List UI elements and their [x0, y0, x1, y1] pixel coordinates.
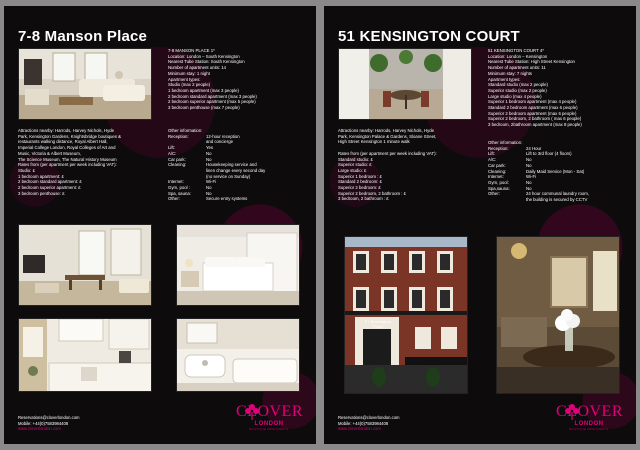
desc-line: Superior studio: £ [338, 162, 372, 168]
info-line: Superior 2 bedroom, 2 bathroom ( max 6 people) [488, 116, 582, 122]
info-line: 3 bedroom penthouse (max 7 people) [168, 105, 240, 111]
desc-line: 3 bedroom, 2 bathroom : £ [338, 196, 389, 202]
other-row: Car park: No [488, 162, 532, 168]
desc-line: Rates from (per apartment per week including VAT): [18, 162, 117, 168]
other-information [488, 140, 589, 203]
desc-line: Standard 2 bedroom: £ [338, 179, 382, 185]
info-line: Studio (max 2 people) [168, 82, 211, 88]
property-info [488, 48, 582, 128]
info-line: Nearest Tube Station: South Kensington [168, 59, 245, 65]
desc-line: Superior 2 bedroom, 2 bathroom : £ [338, 190, 407, 196]
desc-line: Music, Victoria & Albert Museum, [18, 150, 81, 156]
info-line: Minimum stay: 7 nights [488, 70, 532, 76]
property-title: 51 KENSINGTON COURT [338, 28, 520, 45]
other-row: Gym, pool : No [168, 185, 212, 191]
kitchen-photo [18, 318, 152, 392]
desc-line: Park, Kensington Palace & Gardens, Sloane Street, [338, 133, 437, 139]
info-line: Nearest Tube Station: High Street Kensington [488, 59, 575, 65]
other-info-title: Other information: [168, 128, 203, 133]
desc-line: 1 bedroom apartment: £ [18, 173, 64, 179]
contact-footer [338, 415, 400, 432]
building-exterior-photo [344, 236, 468, 394]
phone-text: Mobile: +44(0)7583984408 [18, 420, 69, 426]
other-row: Spa,sauna: No [488, 185, 532, 191]
info-line: Superior studio (max 2 people) [488, 87, 547, 93]
attractions-and-rates [18, 128, 121, 196]
logo-city: LONDON [574, 421, 604, 427]
desc-line: Large studio: £ [338, 167, 367, 173]
website-link[interactable]: www.cloverlondon.com [18, 426, 61, 432]
info-line: Standard studio (max 2 people) [488, 82, 548, 88]
info-line: Apartment types: [488, 76, 521, 82]
info-line: Standard 2 bedroom apartment (max 6 people) [488, 105, 578, 111]
other-row: Reception: 12-hour reception and concierge [168, 133, 240, 145]
dining-area-photo [496, 236, 620, 394]
info-line: Large studio (max 4 people) [488, 93, 542, 99]
info-line: Superior 2 bedroom apartment (max 6 people) [488, 110, 577, 116]
other-row: Cleaning: Daily Maid Service (Mon - Sat) [488, 168, 585, 174]
logo-brand: CLOVER [556, 403, 623, 420]
bathroom-photo [176, 318, 300, 392]
desc-line: restaurants walking distance, Royal Albert Hall, [18, 139, 108, 145]
clover-logo [556, 400, 622, 434]
contact-footer [18, 415, 80, 432]
info-line: Minimum stay: 1 night [168, 70, 210, 76]
logo-tagline: BOUTIQUE APARTMENTS [249, 428, 289, 431]
other-row: Cleaning: Housekeeping service and linen change every second day (no service on Sunday) [168, 162, 266, 179]
phone-text: Mobile: +44(0)7583984408 [338, 420, 389, 426]
desc-line: 2 bedroom standard apartment: £ [18, 179, 82, 185]
desc-line: The Science Museum, The Natural History Museum [18, 156, 117, 162]
other-row: Spa, sauna: No [168, 190, 212, 196]
email-text: Reservations@cloverlondon.com [18, 415, 80, 421]
other-info-title: Other information: [488, 140, 523, 145]
desc-line: Standard studio: £ [338, 156, 373, 162]
other-row: Other: Secure entry systems [168, 196, 248, 202]
courtyard-photo [338, 48, 472, 120]
building-sign: 51 Kensington Court [364, 319, 392, 329]
attractions-and-rates [338, 128, 437, 202]
info-line: 2 bedroom superior apartment (max 5 people) [168, 99, 256, 105]
info-line: Superior 1 bedroom apartment (max 4 people) [488, 99, 577, 105]
living-room-photo [18, 48, 152, 120]
info-line: 3 bedroom, 2bathroom apartment (max 8 people) [488, 122, 582, 128]
brochure-page-manson-place [4, 6, 316, 444]
desc-line: Superior 1 bedroom : £ [338, 173, 382, 179]
desc-line: Attractions nearby: Harrods, Harvey Nichols, Hyde [338, 128, 435, 133]
logo-city: LONDON [254, 421, 284, 427]
other-row: Lift: Lift to 3rd floor (4 floors) [488, 151, 572, 157]
desc-line: Studio: £ [18, 167, 35, 173]
other-row: A/C: No [168, 150, 212, 156]
other-row: Reception: 24 Hour [488, 145, 542, 151]
desc-line: Park, Kensington Gardens, Knightsbridge boutiques & [18, 133, 121, 139]
info-line: 7-8 MANSON PLACE 1* [168, 48, 215, 53]
info-line: 51 KENSINGTON COURT 4* [488, 48, 544, 53]
info-line: 1 bedroom apartment (max 3 people) [168, 87, 239, 93]
other-row: Internet: Wi-Fi [168, 179, 217, 185]
info-line: Number of apartment units: 14 [168, 65, 227, 71]
brochure-page-kensington-court [324, 6, 636, 444]
property-title: 7-8 Manson Place [18, 28, 148, 45]
info-line: Location: London – South Kensington [168, 53, 240, 59]
info-line: Apartment types: [168, 76, 201, 82]
other-row: Car park: No [168, 156, 212, 162]
other-row: Gym, pool: No [488, 179, 532, 185]
website-link[interactable]: www.cloverlondon.com [338, 426, 381, 432]
desc-line: High Street Kensington 1 minute walk [338, 139, 410, 145]
other-row: Internet: Wi-Fi [488, 174, 537, 180]
other-row: A/C: No [488, 157, 532, 163]
desc-line: Imperial College London, Royal Colleges of Art and [18, 145, 116, 151]
desc-line: 3 bedroom penthouse: £ [18, 190, 65, 196]
info-line: 2 bedroom standard apartment (max 3 people) [168, 93, 257, 99]
property-info [168, 48, 257, 111]
dining-room-photo [18, 224, 152, 306]
email-text: Reservations@cloverlondon.com [338, 415, 400, 421]
clover-logo [236, 400, 302, 434]
logo-tagline: BOUTIQUE APARTMENTS [569, 428, 609, 431]
info-line: Number of apartment units: 11 [488, 65, 546, 71]
bedroom-photo [176, 224, 300, 306]
other-information [168, 128, 265, 202]
desc-line: Superior 2 bedroom: £ [338, 185, 381, 191]
other-row: Other: 24 hour communal laundry room, the building is secured by CCTV [488, 191, 590, 203]
desc-line: Attractions nearby: Harrods, Harvey Nichols, Hyde [18, 128, 115, 133]
desc-line: Rates from (per apartment per week including VAT): [338, 150, 437, 156]
desc-line: 2 bedroom superior apartment: £ [18, 185, 81, 191]
logo-brand: CLOVER [236, 403, 303, 420]
info-line: Location: London – Kensington [488, 53, 548, 59]
other-row: Lift: Yes [168, 145, 214, 151]
